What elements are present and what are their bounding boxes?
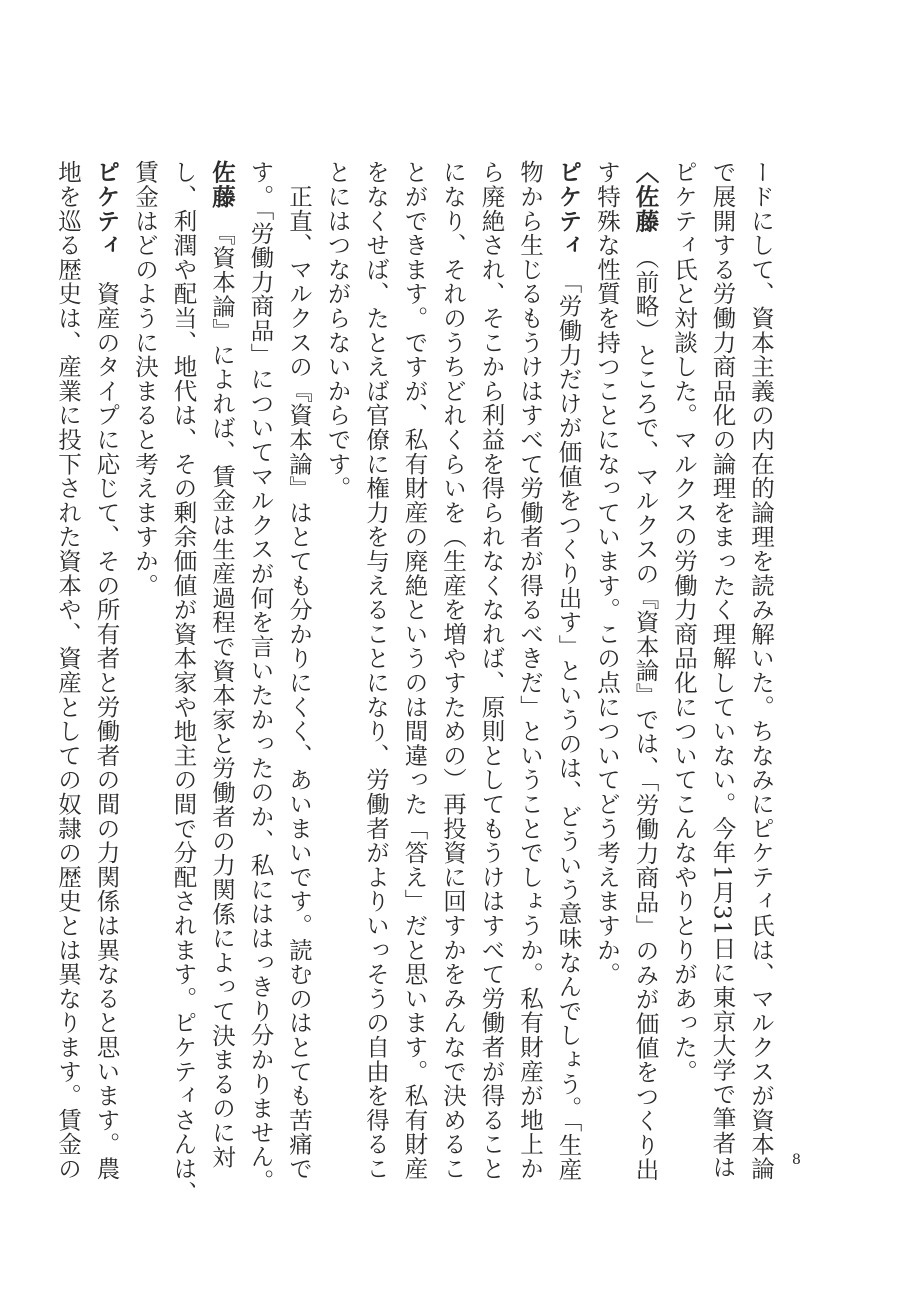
text-column <box>280 160 319 1181</box>
column-text: をなくせば、たとえば官僚に権力を与えることになり、労働者がよりいっそうの自由を得るこ <box>362 160 390 1181</box>
column-text: ピケティ氏と対談した。マルクスの労働力商品化についてこんなやりとりがあった。 <box>670 160 698 1084</box>
column-text: 賃金はどのように決まると考えますか。 <box>131 160 159 598</box>
column-text: 資産のタイプに応じて、その所有者と労働者の間の力関係は異なると思います。農 <box>92 281 121 1181</box>
column-text: とができます。ですが、私有財産の廃絶というのは間違った「答え」だと思います。私有財産 <box>400 160 429 1181</box>
text-column <box>472 160 511 1181</box>
text-column <box>164 160 203 1205</box>
text-column <box>49 160 88 1181</box>
speaker-label: ピケティ <box>92 160 121 258</box>
column-text: 物から生じるもうけはすべて労働者が得るべきだ」ということでしょうか。私有財産が地上か <box>516 160 544 1181</box>
column-text: ードにして、資本主義の内在的論理を読み解いた。ちなみにピケティ氏は、マルクスが資本論 <box>747 160 775 1181</box>
column-text: 「労働力だけが価値をつくり出す」というのは、どういう意味なんでしょう。「生産 <box>554 281 583 1182</box>
column-text: し、利潤や配当、地代は、その剰余価値が資本家や地主の間で分配されます。ピケティさんは、 <box>169 160 198 1205</box>
column-text: になり、それのうちどれくらいを（生産を増やすための）再投資に回すかをみんなで決めるこ <box>439 160 467 1181</box>
text-column <box>318 160 357 1136</box>
text-column <box>395 160 434 1181</box>
text-column <box>626 160 665 1182</box>
text-column <box>203 160 242 1169</box>
column-text: （前略）ところで、マルクスの『資本論』では、「労働力商品」のみが価値をつくり出 <box>631 257 660 1182</box>
column-text: 地を巡る歴史は、産業に投下された資本や、資産としての奴隷の歴史とは異なります。賃金の <box>54 160 82 1181</box>
text-column <box>511 160 550 1181</box>
text-column <box>549 160 588 1182</box>
text-column <box>87 160 126 1181</box>
column-text: で展開する労働力商品化の論理をまったく理解していない。今年1月31日に東京大学で筆者は <box>708 160 737 1180</box>
column-text: とにはつながらないからです。 <box>323 160 352 501</box>
text-column <box>665 160 704 1136</box>
vertical-text-body <box>49 160 781 1205</box>
page-number: 8 <box>792 1152 801 1168</box>
text-column <box>434 160 473 1181</box>
text-column <box>742 160 781 1181</box>
speaker-label: 佐藤 <box>208 160 236 209</box>
text-column <box>703 160 742 1180</box>
speaker-label: ピケティ <box>554 160 583 258</box>
column-text: ら廃絶され、そこから利益を得られなくなれば、原則としてもうけはすべて労働者が得ること <box>477 160 506 1181</box>
column-text: 正直、マルクスの『資本論』はとても分かりにくく、あいまいです。読むのはとても苦痛で <box>285 184 313 1181</box>
speaker-label: 〈佐藤 <box>631 160 660 233</box>
text-column <box>126 160 165 1136</box>
column-text: す特殊な性質を持つことになっています。この点についてどう考えますか。 <box>593 160 621 987</box>
text-column <box>357 160 396 1181</box>
text-column <box>241 160 280 1194</box>
column-text: 『資本論』によれば、賃金は生産過程で資本家と労働者の力関係によって決まるのに対 <box>208 232 236 1169</box>
column-text: す。「労働力商品」についてマルクスが何を言いたかったのか、私にははっきり分かりません。 <box>246 160 275 1194</box>
text-column <box>588 160 627 1136</box>
